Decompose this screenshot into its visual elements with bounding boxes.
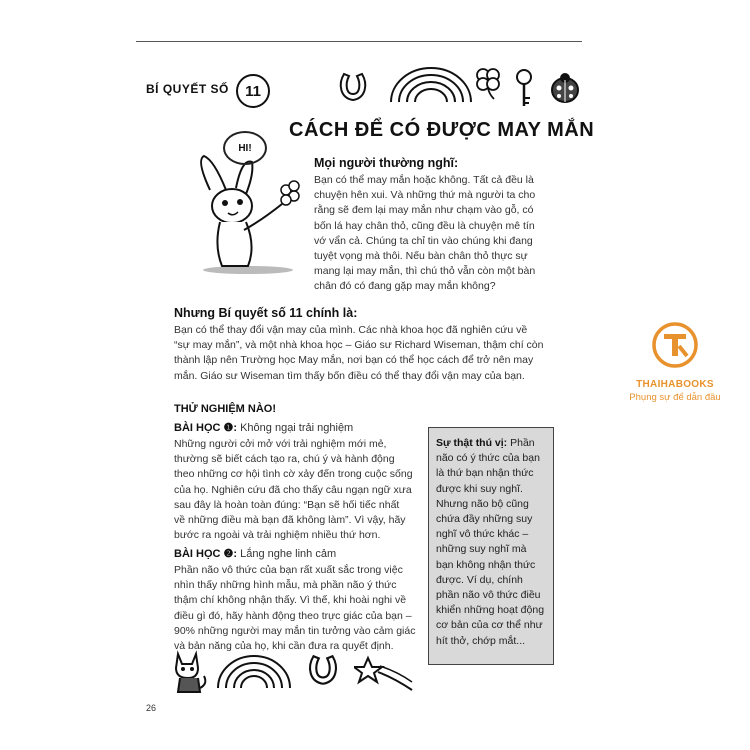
text-line: và bản năng của họ, khi cần đưa ra quyết định. <box>174 640 394 653</box>
text-line: Bạn có thể thay đổi vận may của mình. Các nhà khoa học đã nghiên cứu về <box>174 324 528 336</box>
text-line: Những người cởi mở với trải nghiệm mới mẻ, <box>174 438 387 450</box>
lesson2-heading <box>174 547 336 560</box>
text-line: bốn lá hay chân thỏ, cũng đều là chuyện mê tín <box>314 219 535 232</box>
ladybug-icon <box>547 70 583 106</box>
speech-bubble: HI! <box>223 131 267 165</box>
text-line: thành lập nên Trường học May mắn, nơi bạn có thể học cách để trở nên may <box>174 354 534 367</box>
text-line: theo những cơ hội tình cờ xảy đến trong cuộc sống <box>174 468 413 481</box>
text-line: Bạn có thể may mắn hoặc không. Tất cả đều là <box>314 174 534 186</box>
page-number: 26 <box>146 703 157 713</box>
secret-text <box>174 323 574 384</box>
secret-number-badge: 11 <box>236 74 270 108</box>
text-line: của họ. Nghiên cứu đã cho thấy câu ngạn ngữ xưa <box>174 483 412 496</box>
horseshoe-icon <box>336 70 370 104</box>
text-line: tuyệt vọng mà thôi. Nếu bàn chân thỏ thực sự <box>314 250 528 263</box>
text-line: thậm chí không nhận thấy. Vì thế, khi hoài nghi về <box>174 594 407 607</box>
text-line: bước ra ngoài và trải nghiệm nhiều thứ hơn. <box>174 529 381 542</box>
text-line: vớ vẩn cả. Chúng ta chỉ tin vào chúng khi đang <box>314 234 533 247</box>
text-line: thường sẽ biết cách tạo ra, chú ý và hành động <box>174 453 395 466</box>
secret-kicker: BÍ QUYẾT SỐ <box>146 82 229 96</box>
cat-icon <box>170 648 210 694</box>
text-line: chuyện hên xui. Và những thứ mà người ta cho <box>314 189 536 202</box>
shooting-star-icon <box>354 654 414 694</box>
top-rule <box>136 41 582 42</box>
common-belief-text <box>314 173 564 295</box>
common-belief-heading: Mọi người thường nghĩ: <box>314 156 459 170</box>
text-line: Phần não vô thức của bạn rất xuất sắc trong việc <box>174 564 403 576</box>
horseshoe-icon <box>305 652 341 688</box>
logo-mark-icon <box>652 322 698 368</box>
text-line: chân đó có đang gặp may mắn không? <box>314 280 496 293</box>
publisher-logo <box>619 322 731 403</box>
publisher-name: THAIHABOOKS <box>636 379 714 390</box>
text-line: rằng sẽ đem lại may mắn như chạm vào gỗ, có <box>314 204 534 217</box>
text-line: sau đây là hoàn toàn đúng: “Bạn sẽ hối tiếc nhất <box>174 498 400 511</box>
rabbit-icon <box>190 150 310 275</box>
clover-icon <box>474 66 502 100</box>
lesson1-text <box>174 437 424 543</box>
rainbow-icon <box>387 64 475 104</box>
key-icon <box>511 68 537 108</box>
text-line: điều gì đó, hãy hành động theo trực giác của bạn – <box>174 609 412 622</box>
lesson2-label: BÀI HỌC ❷: <box>174 548 238 560</box>
lesson2-text <box>174 563 424 654</box>
lesson1-title: Không ngại trải nghiệm <box>240 422 354 434</box>
try-it-heading: THỬ NGHIỆM NÀO! <box>174 403 277 415</box>
lesson1-heading <box>174 421 353 434</box>
publisher-tagline: Phụng sự để dẫn đầu <box>629 392 721 403</box>
lesson1-label: BÀI HỌC ❶: <box>174 422 238 434</box>
fun-fact-text: Phần não có ý thức của bạn là thứ bạn nhận thức được khi suy nghĩ. Nhưng não bộ cũng chứa đầy những suy nghĩ vô thức khác – những suy nghĩ mà bạn không nhận thức được. Ví dụ, chính phần não vô thức điều khiển những hoạt động cơ bản của cơ thể như hít thở, chớp mắt... <box>436 437 545 647</box>
text-line: nhìn thấy những hình mẫu, mà phần não ý thức <box>174 579 397 592</box>
secret-heading: Nhưng Bí quyết số 11 chính là: <box>174 306 358 320</box>
text-line: về những điều mà bạn đã không làm”. Vì vậy, hãy <box>174 514 406 527</box>
page-title: CÁCH ĐỂ CÓ ĐƯỢC MAY MẮN <box>289 119 595 141</box>
text-line: “sự may mắn”, và một nhà khoa học – Giáo sư Richard Wiseman, thậm chí còn <box>174 339 544 352</box>
fun-fact-title: Sự thật thú vị: <box>436 437 508 449</box>
fun-fact-box <box>428 427 554 665</box>
text-line: mắn. Giáo sư Wiseman tìm thấy bốn điều có thể thay đổi vận may của bạn. <box>174 369 525 382</box>
text-line: 90% những người may mắn tin tưởng vào cảm giác <box>174 624 416 637</box>
rainbow-icon <box>214 650 294 690</box>
lesson2-title: Lắng nghe linh cảm <box>240 548 337 560</box>
text-line: mang lại may mắn, thì chú thỏ vẫn còn một bàn <box>314 265 536 278</box>
